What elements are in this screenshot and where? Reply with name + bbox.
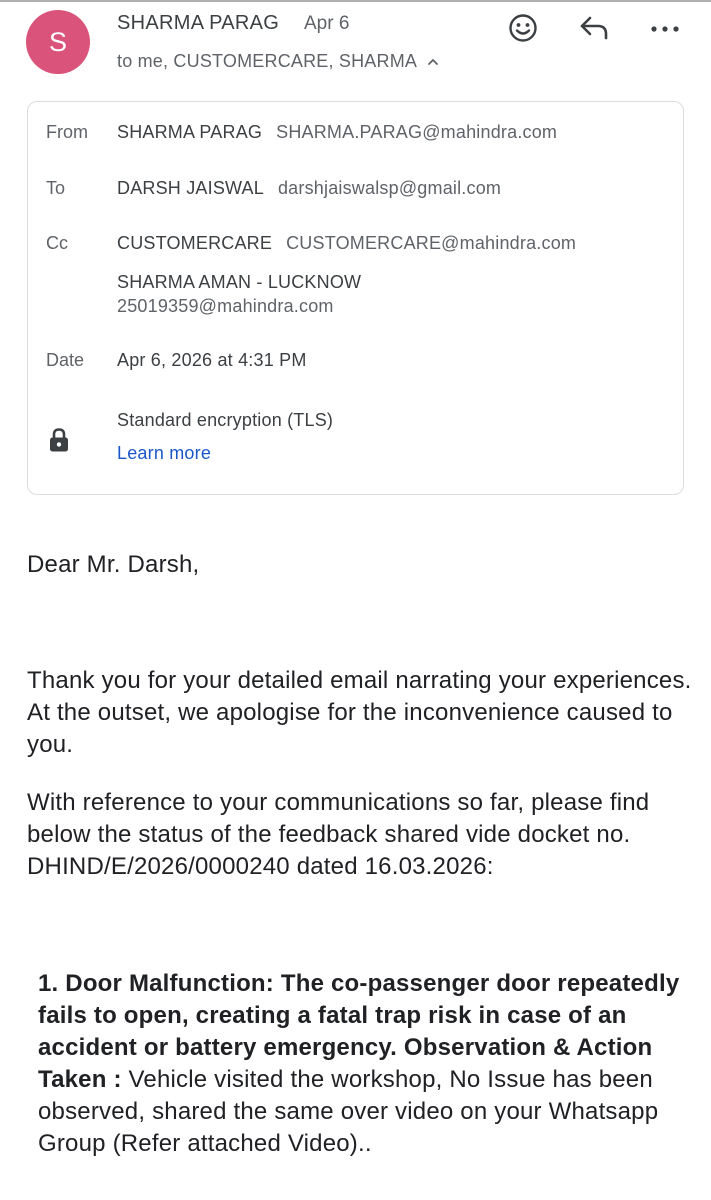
cc1-row: [117, 233, 576, 254]
cc1-name[interactable]: CUSTOMERCARE: [117, 233, 273, 253]
from-row: [117, 122, 557, 143]
item1-heading: 1. Door Malfunction: The co-passenger door repeatedly fails to open, creating a fatal trap risk in case of an accident or battery emergency.: [38, 970, 680, 1061]
date-value: Apr 6, 2026 at 4:31 PM: [117, 350, 307, 370]
lock-icon: [48, 427, 70, 458]
recipients-summary: to me, CUSTOMERCARE, SHARMA: [117, 51, 417, 71]
cc1-email[interactable]: CUSTOMERCARE@mahindra.com: [286, 233, 577, 253]
to-label: To: [46, 178, 66, 198]
to-name[interactable]: DARSH JAISWAL: [117, 178, 264, 198]
to-email[interactable]: darshjaiswalsp@gmail.com: [277, 178, 502, 198]
sender-avatar[interactable]: [26, 10, 90, 74]
learn-more-link[interactable]: Learn more: [117, 443, 212, 463]
reply-icon: [578, 14, 610, 47]
from-name[interactable]: SHARMA PARAG: [117, 122, 263, 142]
cc-label: Cc: [46, 233, 68, 253]
greeting: Dear Mr. Darsh,: [27, 551, 200, 578]
sender-name[interactable]: SHARMA PARAG: [117, 12, 280, 34]
item1-observation-text: Vehicle visited the workshop, No Issue has been observed, shared the same over video on your Whatsapp Group (Refer attached Video)..: [38, 1066, 659, 1157]
chevron-up-icon: [427, 52, 439, 73]
more-vertical-icon: [650, 21, 680, 39]
avatar-letter: S: [48, 26, 67, 57]
encryption-text: Standard encryption (TLS): [117, 410, 334, 430]
item1-observation-label: Observation & Action Taken :: [38, 1034, 653, 1093]
message-date: Apr 6: [304, 13, 350, 34]
body-paragraph-1: Thank you for your detailed email narrating your experiences. At the outset, we apologise for the inconvenience caused to you.: [27, 667, 692, 758]
from-label: From: [46, 122, 88, 142]
message-details-card: [27, 101, 684, 495]
reply-button[interactable]: [576, 12, 612, 48]
recipients-toggle[interactable]: [117, 51, 439, 73]
feedback-item-1: [38, 968, 698, 1160]
to-row: [117, 178, 501, 199]
from-email[interactable]: SHARMA.PARAG@mahindra.com: [276, 122, 558, 142]
more-options-button[interactable]: [647, 12, 683, 48]
body-paragraph-2: With reference to your communications so far, please find below the status of the feedback shared vide docket no. DHIND/E/2026/0000240 dated 16.03.2026:: [27, 789, 650, 880]
emoji-icon: [508, 13, 538, 48]
date-label: Date: [46, 350, 85, 370]
add-reaction-button[interactable]: [505, 12, 541, 48]
cc2-email[interactable]: 25019359@mahindra.com: [117, 296, 334, 316]
top-divider: [0, 0, 711, 2]
cc2-name[interactable]: SHARMA AMAN - LUCKNOW: [117, 272, 362, 292]
